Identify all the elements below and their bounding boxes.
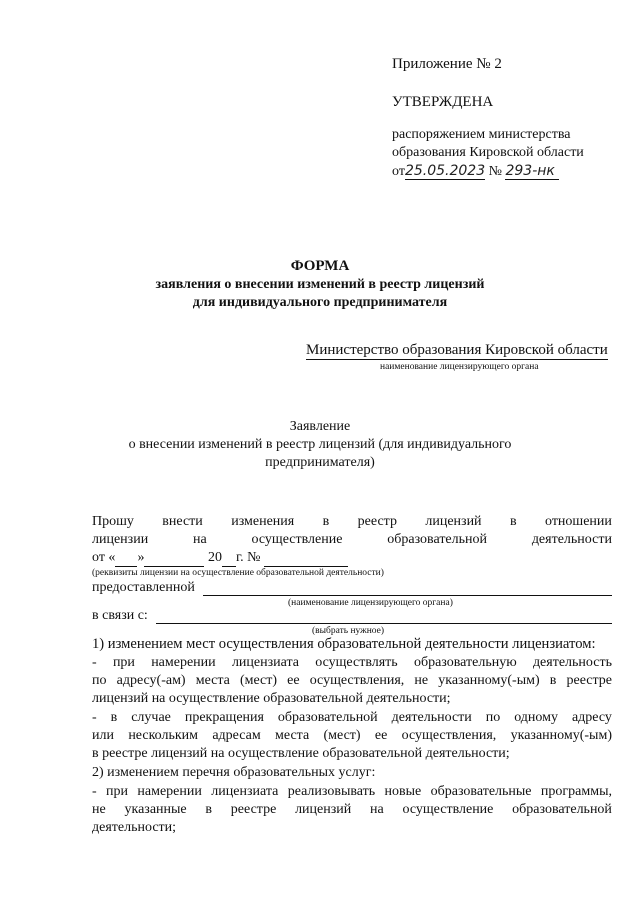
word: реализовывать (287, 784, 376, 799)
word: лицензиата (231, 655, 299, 670)
word: (мест) (239, 673, 278, 688)
year-field[interactable] (222, 550, 236, 567)
word: нескольким (128, 728, 199, 743)
word: адресам (212, 728, 261, 743)
item-1b-line-2 (92, 728, 612, 744)
word: прекращения (184, 710, 264, 725)
item-2a-line-2 (92, 802, 612, 818)
word: Прошу (92, 514, 134, 529)
order-reference (392, 163, 559, 180)
word: одному (514, 710, 558, 725)
item-1a-line-2 (92, 673, 612, 689)
word: указанные (124, 802, 187, 817)
word: при (112, 655, 135, 670)
order-date-handwritten: 25.05.2023 (404, 163, 486, 179)
order-line-1: распоряжением министерства (392, 127, 571, 142)
word: ее (287, 673, 300, 688)
word: указанному(-ым) (438, 673, 540, 688)
word: на (193, 532, 207, 547)
item-1a-line-3: лицензий на осуществление образовательной деятельности; (92, 691, 451, 706)
word: на (370, 802, 384, 817)
word: программы, (540, 784, 612, 799)
from-mid: » (137, 550, 145, 565)
appendix-label: Приложение № 2 (392, 56, 502, 72)
item-1: 1) изменением мест осуществления образовательной деятельности лицензиатом: (92, 636, 596, 652)
word: реестре (566, 673, 612, 688)
word: осуществление (251, 532, 343, 547)
reason-caption: (выбрать нужное) (312, 626, 385, 636)
word: по (92, 673, 107, 688)
word: адресу (571, 710, 612, 725)
word: в (322, 514, 330, 529)
form-subtitle-line-2: для индивидуального предпринимателя (192, 295, 448, 310)
requisites-caption: (реквизиты лицензии на осуществление образовательной деятельности) (92, 568, 384, 578)
word: или (92, 728, 114, 743)
word: лицензии (92, 532, 149, 547)
word: деятельности (531, 532, 612, 547)
request-row-2 (92, 532, 612, 548)
word: образовательной (512, 802, 612, 817)
licensing-authority-name: Министерство образования Кировской области (306, 342, 608, 358)
word: (мест) (323, 728, 361, 743)
word: новые (384, 784, 422, 799)
order-prefix: от (392, 164, 405, 179)
word: образовательной (277, 710, 378, 725)
order-number-label: № (488, 164, 502, 179)
word: - (92, 655, 97, 670)
word: осуществлять (315, 655, 398, 670)
word: в (549, 673, 557, 688)
request-row-1 (92, 514, 612, 530)
word: - (92, 710, 97, 725)
form-title: ФОРМА (290, 258, 350, 274)
provided-label: предоставленной (92, 580, 195, 595)
word: изменения (231, 514, 295, 529)
item-1b-line-3: в реестре лицензий на осуществление образовательной деятельности; (92, 746, 510, 761)
word: не (414, 673, 429, 688)
reason-field[interactable] (156, 623, 612, 624)
word: образовательной (387, 532, 487, 547)
statement-line-2: о внесении изменений в реестр лицензий (для индивидуального (128, 437, 512, 452)
word: реестр (357, 514, 397, 529)
item-2: 2) изменением перечня образовательных услуг: (92, 765, 376, 780)
order-number-handwritten: 293-нк (505, 163, 558, 180)
from-prefix: от « (92, 550, 116, 565)
word: осуществления, (401, 728, 497, 743)
order-line-2: образования Кировской области (392, 145, 584, 160)
item-1b-line-1 (92, 710, 612, 726)
word: лицензиата (211, 784, 279, 799)
word: осуществления, (309, 673, 405, 688)
form-subtitle-line-1: заявления о внесении изменений в реестр лицензий (155, 277, 485, 292)
word: случае (131, 710, 171, 725)
word: по (485, 710, 501, 725)
word: лицензий (295, 802, 352, 817)
day-field[interactable] (115, 550, 137, 567)
word: лицензий (425, 514, 482, 529)
word: места (275, 728, 310, 743)
licensing-authority-caption: наименование лицензирующего органа (380, 362, 539, 372)
word: реестре (230, 802, 277, 817)
word: намерении (137, 784, 202, 799)
statement-line-3: предпринимателя) (265, 455, 375, 470)
word: указанному(-ым) (510, 728, 612, 743)
word: деятельность (532, 655, 612, 670)
word: не (92, 802, 106, 817)
number-label: г. № (235, 550, 261, 565)
item-2a-line-3: деятельности; (92, 820, 177, 835)
word: места (195, 673, 230, 688)
statement-title: Заявление (289, 419, 351, 434)
word: образовательные (430, 784, 532, 799)
item-1a-line-1 (92, 655, 612, 671)
word: в (205, 802, 213, 817)
word: деятельности (391, 710, 472, 725)
provided-caption: (наименование лицензирующего органа) (288, 598, 453, 608)
approved-label: УТВЕРЖДЕНА (392, 94, 494, 110)
provided-authority-field[interactable] (203, 595, 612, 596)
word: адресу(-ам) (116, 673, 186, 688)
word: - (92, 784, 97, 799)
item-2a-line-1 (92, 784, 612, 800)
word: при (106, 784, 129, 799)
license-date-row (92, 550, 348, 567)
word: внести (162, 514, 203, 529)
word: в (509, 514, 517, 529)
word: намерении (151, 655, 216, 670)
license-number-field[interactable] (264, 550, 348, 567)
word: в (110, 710, 118, 725)
word: отношении (545, 514, 612, 529)
word: образовательную (413, 655, 517, 670)
year-prefix: 20 (207, 550, 222, 565)
word: осуществление (402, 802, 494, 817)
reason-label: в связи с: (92, 608, 148, 623)
month-field[interactable] (144, 550, 204, 567)
word: ее (374, 728, 388, 743)
